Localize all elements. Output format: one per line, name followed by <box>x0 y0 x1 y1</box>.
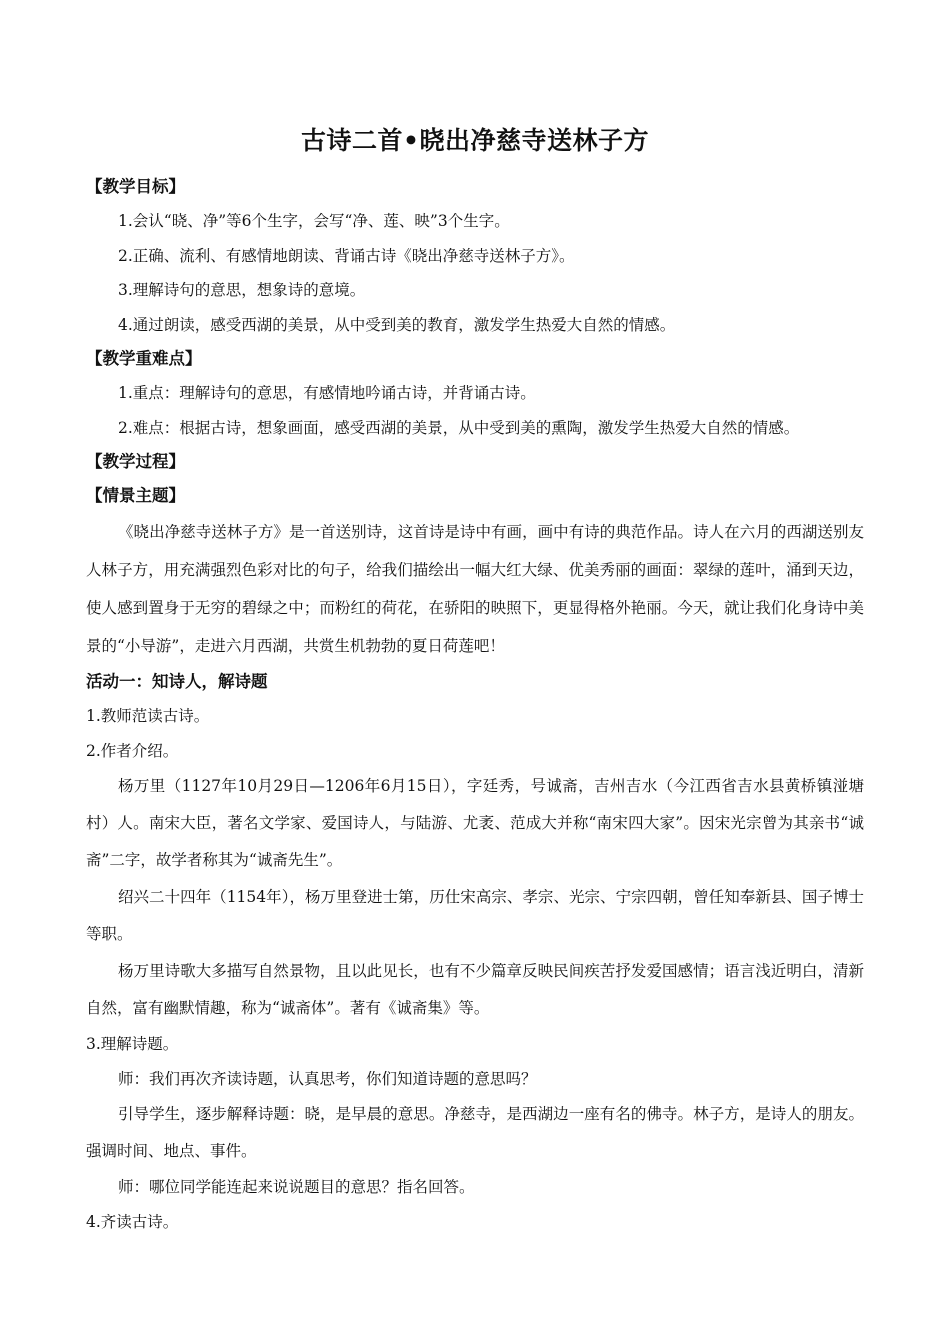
teacher-question: 师：哪位同学能连起来说说题目的意思？指名回答。 <box>118 1178 475 1196</box>
teacher-question: 师：我们再次齐读诗题，认真思考，你们知道诗题的意思吗？ <box>118 1069 537 1088</box>
goal-item: 4.通过朗读，感受西湖的美景，从中受到美的教育，激发学生热爱大自然的情感。 <box>118 315 676 334</box>
key-point-item: 1.重点：理解诗句的意思，有感情地吟诵古诗，并背诵古诗。 <box>118 384 536 402</box>
activity-step: 4.齐读古诗。 <box>86 1212 179 1231</box>
key-point-item: 2.难点：根据古诗，想象画面，感受西湖的美景，从中受到美的熏陶，激发学生热爱大自然的情感。 <box>118 418 800 437</box>
activity-step: 2.作者介绍。 <box>86 741 179 760</box>
activity-step: 3.理解诗题。 <box>86 1035 179 1053</box>
page-title: 古诗二首•晓出净慈寺送林子方 <box>301 126 649 155</box>
section-heading-goals: 【教学目标】 <box>86 177 185 196</box>
section-heading-process: 【教学过程】 <box>86 452 185 471</box>
guide-paragraph: 引导学生，逐步解释诗题：晓，是早晨的意思。净慈寺，是西湖边一座有名的佛寺。林子方，是诗人的朋友。强调时间、地点、事件。 <box>86 1105 864 1160</box>
section-heading-key-points: 【教学重难点】 <box>86 349 202 368</box>
author-paragraph: 绍兴二十四年（1154年），杨万里登进士第，历仕宋高宗、孝宗、光宗、宁宗四朝，曾任知奉新县、国子博士等职。 <box>86 888 864 943</box>
author-paragraph: 杨万里（1127年10月29日—1206年6月15日），字廷秀，号诚斋，吉州吉水（今江西省吉水县黄桥镇湴塘村）人。南宋大臣，著名文学家、爱国诗人，与陆游、尤袤、范成大并称“南宋四大家”。因宋光宗曾为其亲书“诚斋”二字，故学者称其为“诚斋先生”。 <box>86 777 864 869</box>
activity-step: 1.教师范读古诗。 <box>86 707 210 725</box>
goal-item: 1.会认“晓、净”等6个生字，会写“净、莲、映”3个生字。 <box>118 212 510 230</box>
section-heading-scenario: 【情景主题】 <box>86 486 185 505</box>
activity-one-heading: 活动一：知诗人，解诗题 <box>86 672 268 691</box>
goal-item: 2.正确、流利、有感情地朗读、背诵古诗《晓出净慈寺送林子方》。 <box>118 246 575 265</box>
goal-item: 3.理解诗句的意思，想象诗的意境。 <box>118 281 366 299</box>
author-paragraph: 杨万里诗歌大多描写自然景物，且以此见长，也有不少篇章反映民间疾苦抒发爱国感情；语言浅近明白，清新自然，富有幽默情趣，称为“诚斋体”。著有《诚斋集》等。 <box>86 962 864 1017</box>
scenario-paragraph: 《晓出净慈寺送林子方》是一首送别诗，这首诗是诗中有画，画中有诗的典范作品。诗人在六月的西湖送别友人林子方，用充满强烈色彩对比的句子，给我们描绘出一幅大红大绿、优美秀丽的画面：翠绿的莲叶，涌到天边，使人感到置身于无穷的碧绿之中；而粉红的荷花，在骄阳的映照下，更显得格外艳丽。今天，就让我们化身诗中美景的“小导游”，走进六月西湖，共赏生机勃勃的夏日荷莲吧！ <box>86 523 864 655</box>
